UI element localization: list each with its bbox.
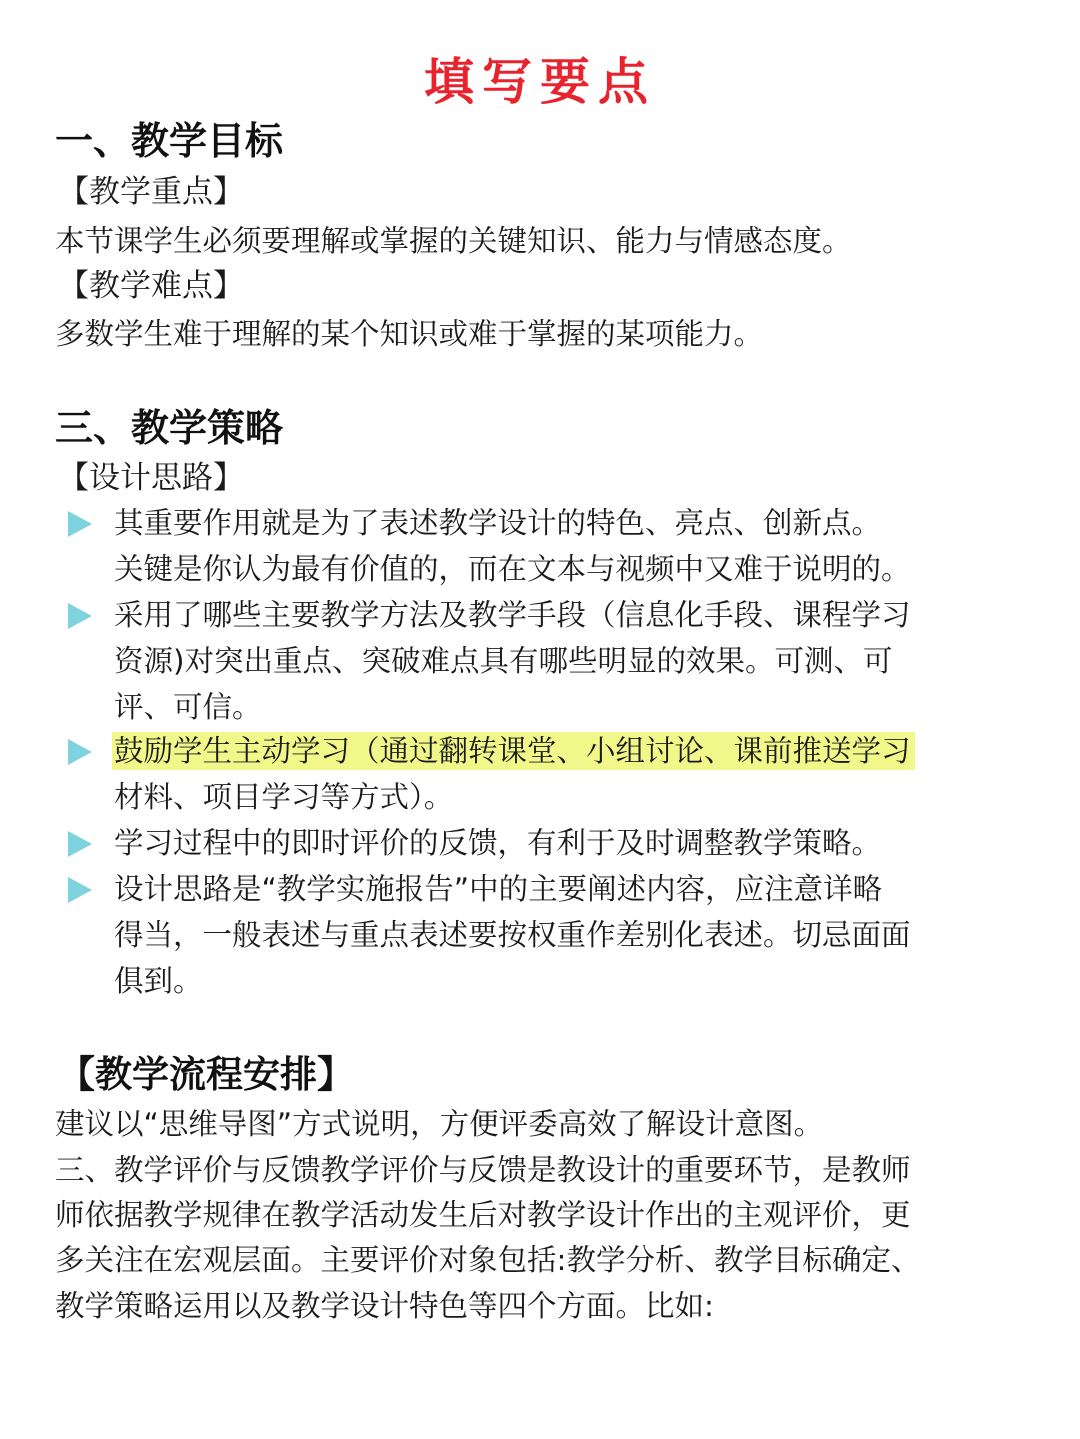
evaluation-paragraph-line: 三、教学评价与反馈教学评价与反馈是教设计的重要环节，是教师 [55,1153,911,1187]
key-points-label: 【教学重点】 [58,174,244,210]
triangle-bullet-icon [68,603,92,629]
bullet-line: 评、可信。 [114,690,262,724]
triangle-bullet-icon [68,831,92,857]
teaching-flow-label: 【教学流程安排】 [58,1053,354,1096]
design-idea-label: 【设计思路】 [58,460,244,496]
bullet-line: 设计思路是“教学实施报告”中的主要阐述内容，应注意详略 [114,872,883,906]
section-heading-objectives: 一、教学目标 [55,119,284,163]
section-heading-strategy: 三、教学策略 [55,406,284,450]
bullet-line: 材料、项目学习等方式）。 [114,780,454,814]
key-points-text: 本节课学生必须要理解或掌握的关键知识、能力与情感态度。 [55,224,852,258]
difficult-points-label: 【教学难点】 [58,268,244,304]
bullet-line: 采用了哪些主要教学方法及教学手段（信息化手段、课程学习 [114,598,911,632]
evaluation-paragraph-line: 教学策略运用以及教学设计特色等四个方面。比如: [55,1289,714,1323]
evaluation-paragraph-line: 多关注在宏观层面。主要评价对象包括:教学分析、教学目标确定、 [55,1243,921,1277]
bullet-line [114,728,915,774]
bullet-line: 得当，一般表述与重点表述要按权重作差别化表述。切忌面面 [114,918,911,952]
bullet-line: 学习过程中的即时评价的反馈，有利于及时调整教学策略。 [114,826,882,860]
triangle-bullet-icon [68,511,92,537]
triangle-bullet-icon [68,739,92,765]
triangle-bullet-icon [68,877,92,903]
bullet-line: 俱到。 [114,964,203,998]
evaluation-paragraph-line: 师依据教学规律在教学活动发生后对教学设计作出的主观评价，更 [55,1198,911,1232]
flow-suggestion-text: 建议以“思维导图”方式说明，方便评委高效了解设计意图。 [55,1107,824,1141]
highlight-mark: 鼓励学生主动学习（通过翻转课堂、小组讨论、课前推送学习 [112,732,915,770]
bullet-line: 资源)对突出重点、突破难点具有哪些明显的效果。可测、可 [114,644,893,678]
bullet-line: 其重要作用就是为了表述教学设计的特色、亮点、创新点。 [114,506,882,540]
page-title: 填写要点 [424,53,656,111]
bullet-line: 关键是你认为最有价值的，而在文本与视频中又难于说明的。 [114,552,911,586]
difficult-points-text: 多数学生难于理解的某个知识或难于掌握的某项能力。 [55,317,764,351]
